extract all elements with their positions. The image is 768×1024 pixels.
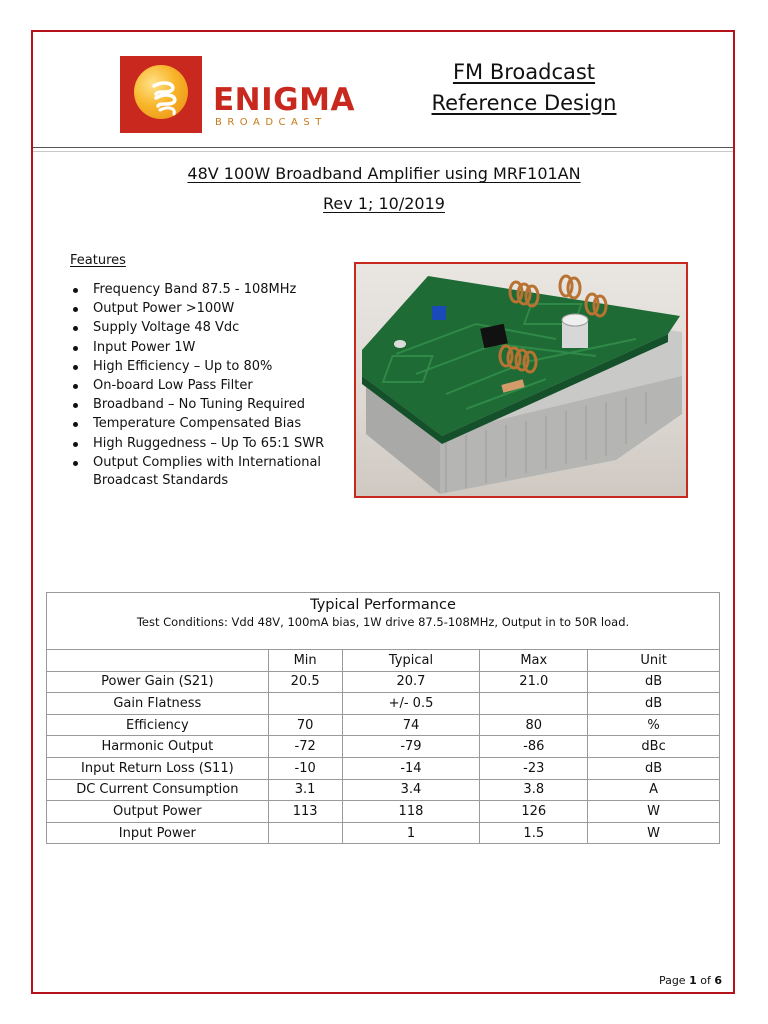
performance-title-row xyxy=(47,593,720,650)
table-row xyxy=(47,779,720,801)
feature-item: High Ruggedness – Up To 65:1 SWR xyxy=(70,435,350,453)
feature-item: Temperature Compensated Bias xyxy=(70,415,350,433)
logo-subword: BROADCAST xyxy=(215,117,327,128)
feature-item: High Efficiency – Up to 80% xyxy=(70,358,350,376)
column-header: Min xyxy=(268,650,342,672)
footer-of-label: of xyxy=(700,974,711,987)
table-row xyxy=(47,822,720,844)
table-cell: 126 xyxy=(480,801,588,823)
feature-item: Frequency Band 87.5 - 108MHz xyxy=(70,281,350,299)
document-revision: Rev 1; 10/2019 xyxy=(323,194,445,213)
table-row xyxy=(47,714,720,736)
table-row xyxy=(47,736,720,758)
table-cell: 70 xyxy=(268,714,342,736)
table-cell: 3.4 xyxy=(342,779,480,801)
header-divider xyxy=(33,147,733,148)
column-header: Unit xyxy=(588,650,720,672)
table-cell: +/- 0.5 xyxy=(342,693,480,715)
table-cell: dBc xyxy=(588,736,720,758)
table-cell: Power Gain (S21) xyxy=(47,671,269,693)
table-cell: -72 xyxy=(268,736,342,758)
table-cell: % xyxy=(588,714,720,736)
table-cell: W xyxy=(588,801,720,823)
table-cell: 74 xyxy=(342,714,480,736)
table-cell: 80 xyxy=(480,714,588,736)
table-row xyxy=(47,693,720,715)
features-heading: Features xyxy=(70,253,126,268)
footer-page-number: 1 xyxy=(689,974,697,987)
table-cell: -10 xyxy=(268,757,342,779)
footer-page-total: 6 xyxy=(714,974,722,987)
table-cell: 3.8 xyxy=(480,779,588,801)
table-cell: -14 xyxy=(342,757,480,779)
column-header xyxy=(47,650,269,672)
feature-item: Output Complies with International Broadcast Standards xyxy=(70,454,350,490)
table-cell: W xyxy=(588,822,720,844)
table-cell xyxy=(268,693,342,715)
table-cell: 1.5 xyxy=(480,822,588,844)
table-cell: -23 xyxy=(480,757,588,779)
table-cell: Harmonic Output xyxy=(47,736,269,758)
performance-title: Typical Performance xyxy=(310,597,456,613)
table-cell: DC Current Consumption xyxy=(47,779,269,801)
table-cell: -86 xyxy=(480,736,588,758)
logo-mark xyxy=(120,56,202,133)
feature-item: On-board Low Pass Filter xyxy=(70,377,350,395)
header-title-line-1: FM Broadcast xyxy=(452,60,596,84)
amplifier-board-image xyxy=(356,264,686,496)
table-cell: 20.7 xyxy=(342,671,480,693)
table-row xyxy=(47,757,720,779)
table-cell: 1 xyxy=(342,822,480,844)
footer-page-label: Page xyxy=(658,974,686,987)
table-cell: A xyxy=(588,779,720,801)
page-footer xyxy=(610,974,722,987)
feature-item: Supply Voltage 48 Vdc xyxy=(70,319,350,337)
table-cell: Input Power xyxy=(47,822,269,844)
document-title: 48V 100W Broadband Amplifier using MRF101AN xyxy=(187,164,581,183)
column-header: Max xyxy=(480,650,588,672)
performance-conditions: Test Conditions: Vdd 48V, 100mA bias, 1W drive 87.5-108MHz, Output in to 50R load. xyxy=(136,615,630,629)
logo-word: ENIGMA xyxy=(213,82,355,118)
table-cell: 21.0 xyxy=(480,671,588,693)
enigma-logo xyxy=(120,56,355,133)
column-header: Typical xyxy=(342,650,480,672)
table-header-row xyxy=(47,650,720,672)
table-cell: Output Power xyxy=(47,801,269,823)
table-cell: 3.1 xyxy=(268,779,342,801)
table-cell xyxy=(268,822,342,844)
feature-item: Broadband – No Tuning Required xyxy=(70,396,350,414)
table-cell: 20.5 xyxy=(268,671,342,693)
table-cell: dB xyxy=(588,693,720,715)
swirl-icon xyxy=(150,78,184,118)
table-cell: 113 xyxy=(268,801,342,823)
table-cell: -79 xyxy=(342,736,480,758)
table-cell xyxy=(480,693,588,715)
amplifier-photo xyxy=(354,262,688,498)
performance-title-cell xyxy=(47,593,720,650)
table-cell: dB xyxy=(588,757,720,779)
table-cell: Input Return Loss (S11) xyxy=(47,757,269,779)
header-divider-light xyxy=(33,151,733,152)
table-cell: Gain Flatness xyxy=(47,693,269,715)
header-title-line-2: Reference Design xyxy=(431,91,617,115)
feature-item: Input Power 1W xyxy=(70,339,350,357)
features-list xyxy=(70,281,350,491)
table-row xyxy=(47,671,720,693)
performance-table xyxy=(46,592,720,844)
table-cell: dB xyxy=(588,671,720,693)
table-cell: Efficiency xyxy=(47,714,269,736)
feature-item: Output Power >100W xyxy=(70,300,350,318)
table-cell: 118 xyxy=(342,801,480,823)
table-row xyxy=(47,801,720,823)
